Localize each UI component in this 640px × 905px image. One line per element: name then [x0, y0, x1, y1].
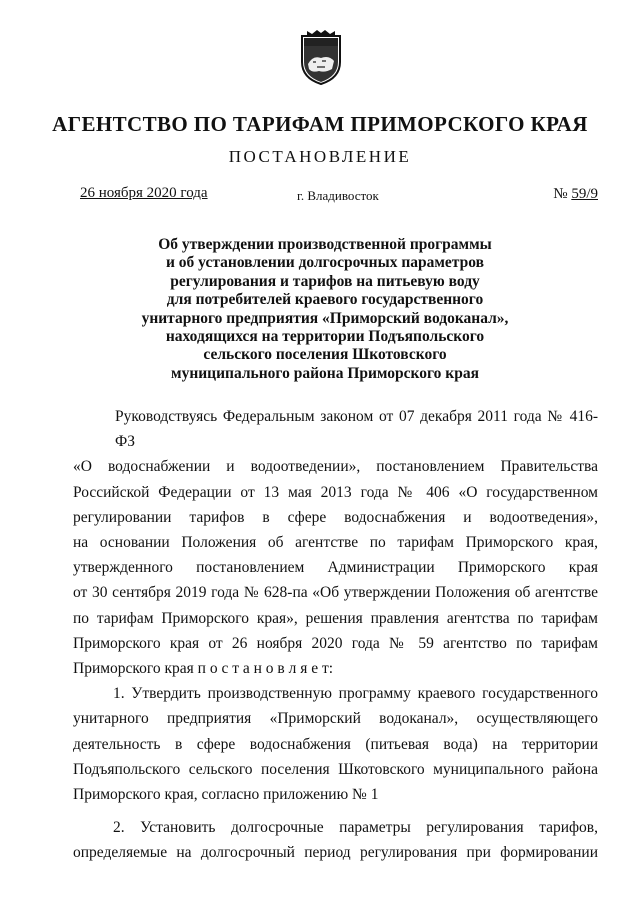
document-body: [73, 404, 598, 866]
paragraph-item-2: [73, 815, 598, 865]
title-line: муниципального района Приморского края: [171, 364, 479, 382]
body-line: Приморского края п о с т а н о в л я е т:: [73, 660, 334, 678]
body-line: по тарифам Приморского края», решения правления агентства по тарифам: [73, 609, 598, 627]
number-prefix: №: [553, 186, 568, 202]
body-line: Российской Федерации от 13 мая 2013 года № 406 «О государственном: [73, 483, 598, 501]
paragraph-gap: [73, 807, 598, 815]
body-line: на основании Положения об агентстве по тарифам Приморского края,: [73, 534, 598, 552]
agency-name: АГЕНТСТВО ПО ТАРИФАМ ПРИМОРСКОГО КРАЯ: [52, 112, 588, 136]
title-line: для потребителей краевого государственного: [166, 291, 484, 309]
document-type: ПОСТАНОВЛЕНИЕ: [228, 147, 412, 166]
body-line: «О водоснабжении и водоотведении», постановлением Правительства: [73, 458, 598, 476]
document-number: [553, 186, 598, 203]
body-line: утвержденного постановлением Администрации Приморского края: [73, 559, 598, 577]
title-line: и об установлении долгосрочных параметров: [166, 254, 484, 272]
paragraph-item-1: [73, 681, 598, 807]
body-line: регулировании тарифов в сфере водоснабжения и водоотведения»,: [73, 508, 598, 526]
document-date: 26 ноября 2020 года: [80, 185, 208, 201]
body-line: Подъяпольского сельского поселения Шкотовского муниципального района: [73, 760, 598, 778]
body-line: Приморского края от 26 ноября 2020 года № 59 агентство по тарифам: [73, 634, 598, 652]
body-line: от 30 сентября 2019 года № 628-па «Об утверждении Положения об агентстве: [73, 584, 598, 602]
paragraph-preamble: [73, 404, 598, 681]
body-line: унитарного предприятия «Приморский водоканал», осуществляющего: [73, 710, 598, 728]
body-line: определяемые на долгосрочный период регулирования при формировании: [73, 844, 598, 862]
body-line: 1. Утвердить производственную программу краевого государственного: [113, 685, 598, 703]
title-line: Об утверждении производственной программы: [158, 236, 492, 253]
title-line: сельского поселения Шкотовского: [203, 346, 447, 364]
title-line: унитарного предприятия «Приморский водоканал»,: [141, 309, 509, 327]
document-city: г. Владивосток: [297, 188, 379, 203]
body-line: 2. Установить долгосрочные параметры регулирования тарифов,: [113, 819, 598, 837]
number-value: 59/9: [571, 186, 598, 202]
title-line: находящихся на территории Подъяпольского: [165, 328, 485, 346]
body-line: деятельность в сфере водоснабжения (питьевая вода) на территории: [73, 735, 598, 753]
title-line: регулирования и тарифов на питьевую воду: [170, 272, 480, 290]
document-title: [90, 236, 560, 383]
body-line: Приморского края, согласно приложению № 1: [73, 786, 379, 804]
coat-of-arms-icon: [299, 28, 343, 86]
body-line: Руководствуясь Федеральным законом от 07 декабря 2011 года № 416-ФЗ: [115, 408, 598, 451]
